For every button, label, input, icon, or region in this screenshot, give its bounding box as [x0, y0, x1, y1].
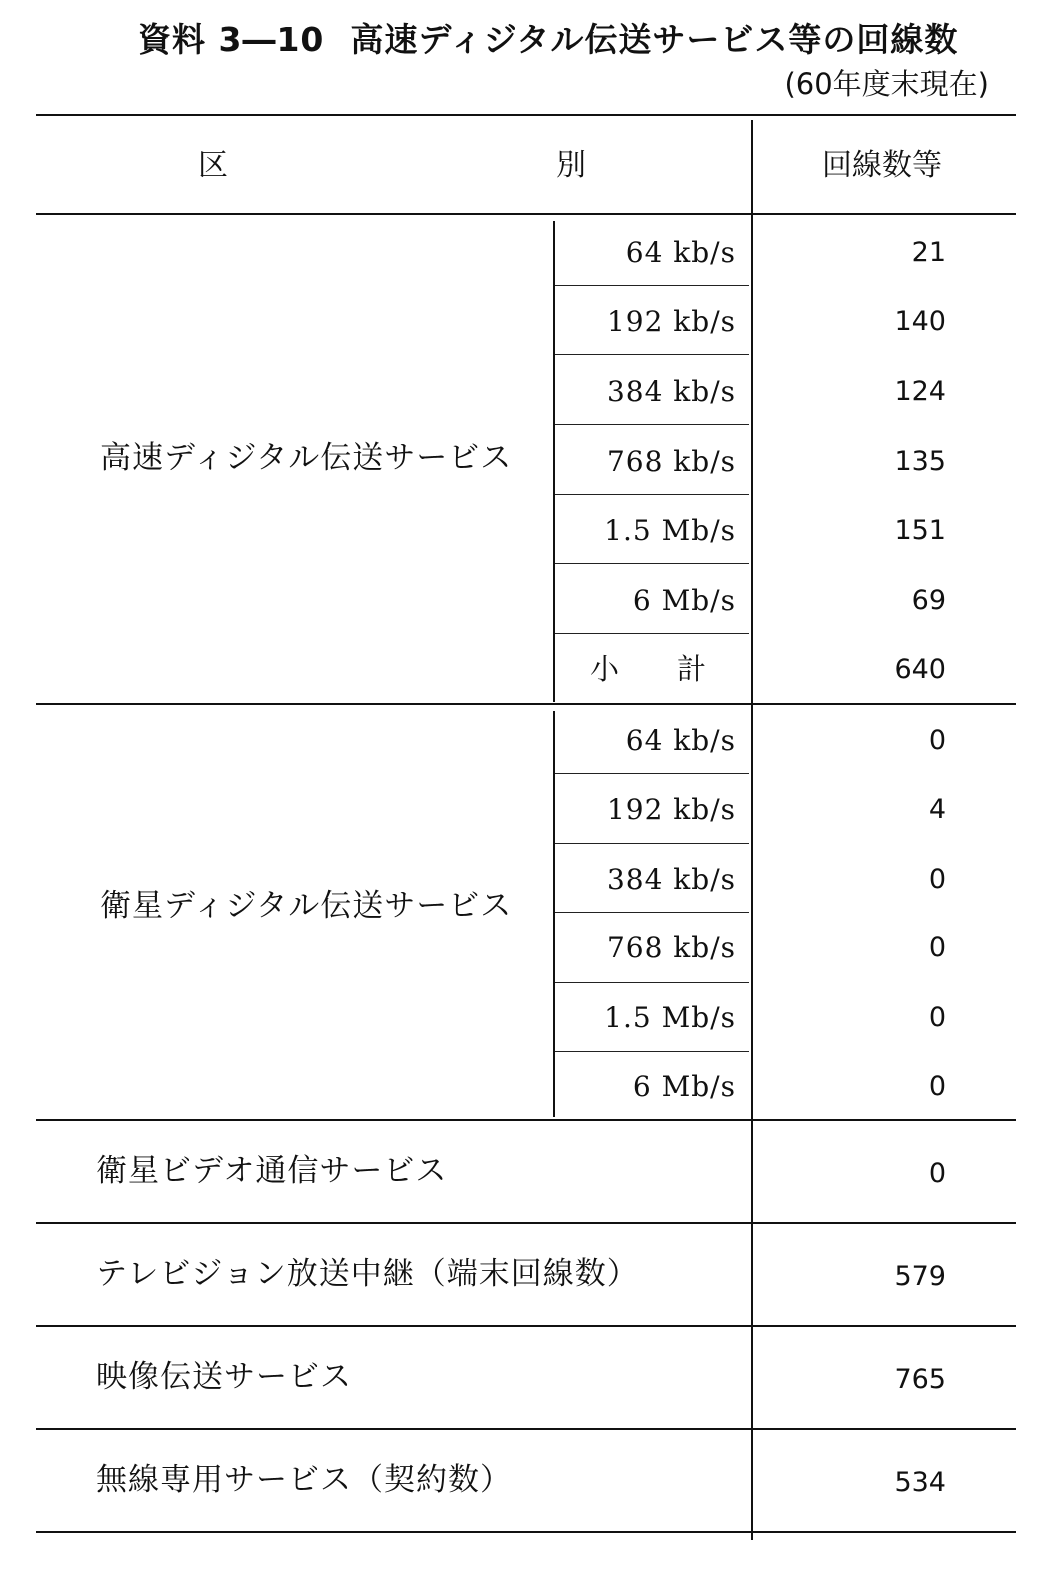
- speed-cell: 1.5 Mb/s: [604, 514, 736, 547]
- row-divider: [553, 424, 749, 425]
- row-divider: [553, 843, 749, 844]
- value-cell: 0: [928, 864, 946, 895]
- speed-cell: 64 kb/s: [625, 724, 736, 757]
- table-top-rule: [36, 114, 1016, 116]
- row-divider: [553, 563, 749, 564]
- value-cell: 0: [928, 725, 946, 756]
- speed-cell: 768 kb/s: [606, 445, 736, 478]
- value-cell: 135: [894, 446, 946, 477]
- header-category-left: 区: [198, 148, 228, 183]
- value-cell: 534: [894, 1467, 946, 1498]
- row-label-tv-relay: テレビジョン放送中継（端末回線数）: [96, 1256, 639, 1292]
- value-cell: 0: [928, 1071, 946, 1102]
- date-note: (60年度末現在): [784, 67, 989, 101]
- page-title: [138, 14, 958, 61]
- row-rule: [36, 1428, 1016, 1430]
- row-label-video-transmission: 映像伝送サービス: [96, 1359, 352, 1395]
- header-bottom-rule: [36, 213, 1016, 215]
- row-divider: [553, 912, 749, 913]
- row-rule: [36, 1222, 1016, 1224]
- speed-cell: 192 kb/s: [606, 305, 736, 338]
- header-count: 回線数等: [822, 148, 942, 183]
- table-bottom-rule: [36, 1531, 1016, 1533]
- value-cell: 124: [894, 376, 946, 407]
- row-divider: [553, 982, 749, 983]
- value-cell: 0: [928, 1002, 946, 1033]
- value-cell: 765: [894, 1364, 946, 1395]
- subtotal-value: 640: [894, 654, 946, 685]
- speed-cell: 384 kb/s: [606, 863, 736, 896]
- row-divider: [553, 354, 749, 355]
- row-divider: [553, 494, 749, 495]
- row-rule: [36, 1325, 1016, 1327]
- value-cell: 151: [894, 515, 946, 546]
- group-label-satellite-digital: 衛星ディジタル伝送サービス: [100, 888, 513, 924]
- value-cell: 579: [894, 1261, 946, 1292]
- title-number: 資料 3―10: [138, 20, 325, 59]
- speed-cell: 1.5 Mb/s: [604, 1001, 736, 1034]
- speed-column-rule: [553, 221, 555, 702]
- speed-column-rule: [553, 711, 555, 1117]
- value-cell: 4: [928, 794, 946, 825]
- row-divider: [553, 773, 749, 774]
- value-cell: 140: [894, 306, 946, 337]
- row-label-radio-dedicated: 無線専用サービス（契約数）: [96, 1462, 512, 1498]
- header-category-right: 別: [556, 148, 586, 183]
- value-column-rule: [751, 120, 753, 1540]
- speed-cell: 192 kb/s: [606, 793, 736, 826]
- value-cell: 21: [911, 237, 946, 268]
- speed-cell: 384 kb/s: [606, 375, 736, 408]
- subtotal-label: 小 計: [590, 652, 707, 686]
- row-label-satellite-video: 衛星ビデオ通信サービス: [96, 1153, 448, 1189]
- group-divider: [36, 703, 1016, 705]
- group-divider: [36, 1119, 1016, 1121]
- speed-cell: 64 kb/s: [625, 236, 736, 269]
- speed-cell: 6 Mb/s: [632, 584, 736, 617]
- row-divider: [553, 633, 749, 634]
- value-cell: 0: [928, 1158, 946, 1189]
- speed-cell: 6 Mb/s: [632, 1070, 736, 1103]
- group-label-high-speed-digital: 高速ディジタル伝送サービス: [100, 440, 513, 476]
- value-cell: 69: [911, 585, 946, 616]
- value-cell: 0: [928, 932, 946, 963]
- speed-cell: 768 kb/s: [606, 931, 736, 964]
- title-text: 高速ディジタル伝送サービス等の回線数: [350, 20, 959, 59]
- row-divider: [553, 285, 749, 286]
- row-divider: [553, 1051, 749, 1052]
